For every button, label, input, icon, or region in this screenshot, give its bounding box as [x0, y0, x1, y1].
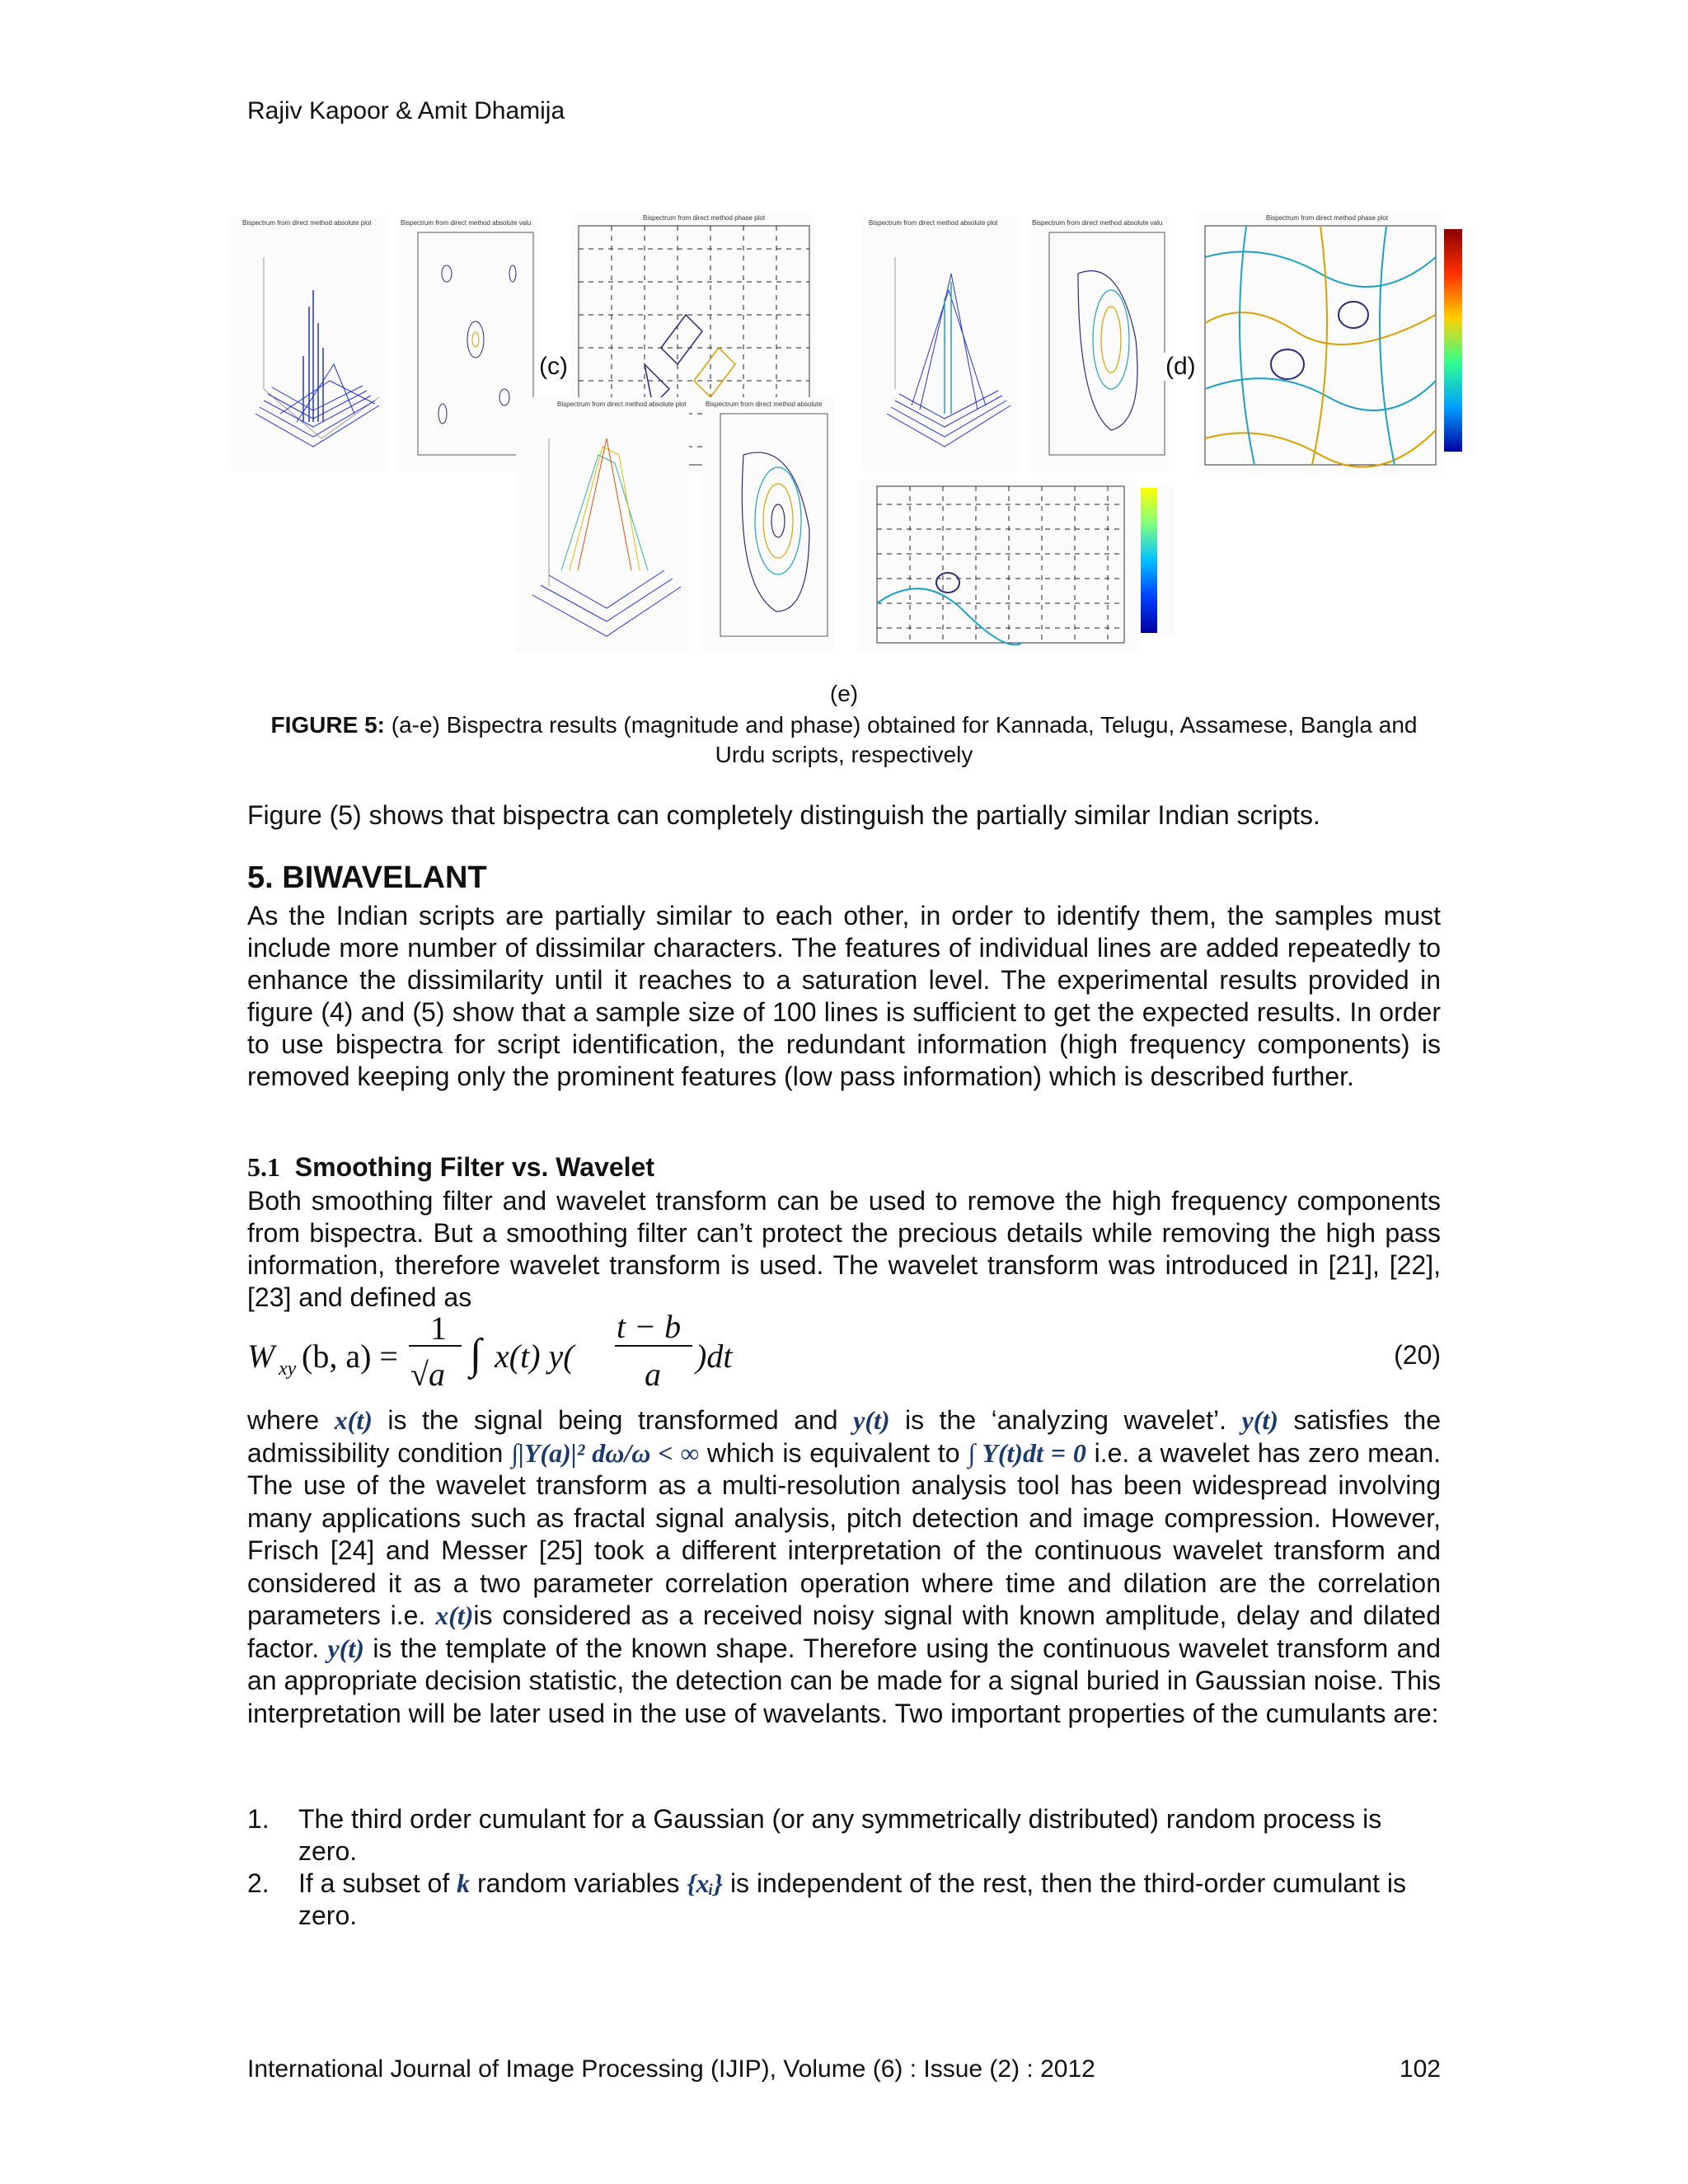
subplot-3d-magnitude-e	[516, 397, 689, 653]
subplot-title: Bispectrum from direct method absolute	[706, 401, 823, 408]
figure-caption	[247, 710, 1441, 770]
phase-plot	[857, 480, 1137, 653]
math-x-t: x(t)	[334, 1405, 373, 1435]
colorbar-e	[1141, 486, 1174, 635]
eq-numerator: t − b	[617, 1308, 682, 1345]
panel-label-c: (c)	[539, 353, 568, 380]
subplot-title: Bispectrum from direct method absolute valu	[1032, 219, 1163, 227]
math-x-t-3: x(t)	[435, 1601, 474, 1630]
list-text-post: is independent of the rest, then the third-order cumulant is zero.	[298, 1868, 1406, 1930]
paragraph-where	[247, 1404, 1441, 1730]
figure-caption-label: FIGURE 5:	[270, 712, 385, 738]
subplot-phase-d	[1197, 214, 1444, 473]
colorbar-d	[1444, 227, 1474, 455]
text-where-1: where	[247, 1405, 320, 1435]
list-text-mid: random variables	[477, 1868, 680, 1898]
subsection-number: 5.1	[247, 1152, 280, 1182]
subsection-title: Smoothing Filter vs. Wavelet	[294, 1152, 654, 1182]
text-where-5: which is equivalent to	[706, 1437, 960, 1468]
subsection-heading	[247, 1152, 654, 1183]
running-header: Rajiv Kapoor & Amit Dhamija	[247, 97, 565, 124]
list-number: 1.	[247, 1804, 270, 1834]
list-text-pre: If a subset of	[298, 1868, 450, 1898]
contour-plot	[702, 405, 834, 653]
math-y-t: y(t)	[853, 1405, 890, 1435]
colorbar-gradient	[1444, 229, 1462, 452]
figure-caption-text: (a-e) Bispectra results (magnitude and phase) obtained for Kannada, Telugu, Assamese, Bangla and Urdu scripts, respectively	[391, 712, 1418, 767]
colorbar-gradient	[1141, 488, 1157, 633]
subplot-3d-magnitude-c	[231, 216, 387, 471]
eq-fraction-bar-2	[615, 1345, 692, 1347]
subplot-title: Bispectrum from direct method absolute plot	[869, 219, 998, 227]
subplot-title: Bispectrum from direct method absolute plot	[557, 401, 687, 408]
eq-args: (b, a) =	[302, 1338, 398, 1375]
eq-lhs: W	[247, 1338, 275, 1375]
math-y-t-2: y(t)	[1241, 1405, 1278, 1435]
subplot-title: Bispectrum from direct method absolute plot	[242, 219, 372, 227]
paragraph-subsection: Both smoothing filter and wavelet transform can be used to remove the high frequency components from bispectra. But a smoothing filter can’t protect the precious details while removing the high pass information, therefore wavelet transform is used. The wavelet transform was introduced in [21], [22], [23] and defined as	[247, 1186, 1441, 1312]
list-item-2	[247, 1868, 1441, 1933]
list-item-1	[247, 1803, 1441, 1869]
list-text: The third order cumulant for a Gaussian (or any symmetrically distributed) random process is zero.	[298, 1804, 1382, 1866]
text-where-6: i.e. a wavelet has zero mean. The use of the wavelet transform as a multi-resolution analysis tool has been widespread involving many applications such as fractal signal analysis, pitch detection and image compression. However, Frisch [24] and Messer [25] took a different interpretation of the continuous wavelet transform and considered it as a two parameter correlation operation where time and dilation are the correlation parameters i.e.	[247, 1437, 1442, 1630]
mesh-plot	[231, 224, 387, 471]
math-zero-mean: ∫ Y(t)dt = 0	[968, 1437, 1086, 1468]
page-number: 102	[1399, 2055, 1441, 2083]
equation-20	[247, 1308, 1441, 1403]
math-y-t-4: y(t)	[327, 1633, 364, 1663]
text-where-2: is the signal being transformed and	[387, 1405, 838, 1435]
text-where-7: is considered as a received noisy signal with known amplitude, delay and dilated factor.	[247, 1601, 1442, 1663]
subplot-contour-magnitude-e	[702, 397, 834, 653]
contour-plot	[1029, 224, 1169, 471]
paragraph-section-5: As the Indian scripts are partially similar to each other, in order to identify them, the samples must include more number of dissimilar characters. The features of individual lines are added repeatedly to enhance the dissimilarity until it reaches to a saturation level. The experimental results provided in figure (4) and (5) show that a sample size of 100 lines is sufficient to get the expected results. In order to use bispectra for script identification, the redundant information (high frequency components) is removed keeping only the prominent features (low pass information) which is described further.	[247, 901, 1441, 1091]
subplot-title: Bispectrum from direct method phase plot	[1266, 214, 1389, 222]
subplot-title: Bispectrum from direct method absolute valu	[401, 219, 532, 227]
mesh-plot	[516, 405, 689, 653]
subplot-title: Bispectrum from direct method phase plot	[643, 214, 766, 222]
list-text	[298, 1868, 1441, 1932]
text-where-4: satisfies the admissibility condition	[247, 1405, 1442, 1468]
journal-footer: International Journal of Image Processing (IJIP), Volume (6) : Issue (2) : 2012	[247, 2055, 1095, 2083]
list-number: 2.	[247, 1868, 270, 1898]
eq-fraction-bar-1	[409, 1345, 462, 1347]
eq-end: )dt	[696, 1338, 733, 1375]
eq-sqrt-a: √a	[410, 1356, 445, 1393]
subplot-3d-magnitude-d	[862, 216, 1019, 471]
math-xi: {xᵢ}	[687, 1868, 724, 1898]
panel-label-d: (d)	[1165, 353, 1196, 380]
eq-numerator-one: 1	[430, 1310, 447, 1347]
math-k: k	[457, 1868, 471, 1898]
text-where-3: is the ‘analyzing wavelet’.	[905, 1405, 1226, 1435]
equation-number: (20)	[1394, 1340, 1441, 1370]
subplot-phase-e	[857, 480, 1137, 653]
eq-integral: ∫	[470, 1331, 482, 1378]
mesh-plot	[862, 224, 1019, 471]
panel-label-e: (e)	[829, 681, 859, 706]
section-heading: 5. BIWAVELANT	[247, 860, 487, 895]
eq-subscript: xy	[279, 1358, 297, 1380]
eq-denominator: a	[645, 1356, 661, 1393]
text-where-8: is the template of the known shape. Therefore using the continuous wavelet transform and an appropriate decision statistic, the detection can be made for a signal buried in Gaussian noise. This interpretation will be later used in the use of wavelants. Two important properties of the cumulants are:	[247, 1633, 1442, 1728]
eq-body: x(t) y(	[495, 1338, 574, 1375]
paragraph-figure-summary: Figure (5) shows that bispectra can completely distinguish the partially similar Indian scripts.	[247, 800, 1320, 830]
math-admissibility: ∫|Y(a)|² dω/ω < ∞	[511, 1437, 700, 1468]
phase-plot	[1197, 224, 1444, 471]
subplot-contour-magnitude-d	[1029, 216, 1169, 471]
